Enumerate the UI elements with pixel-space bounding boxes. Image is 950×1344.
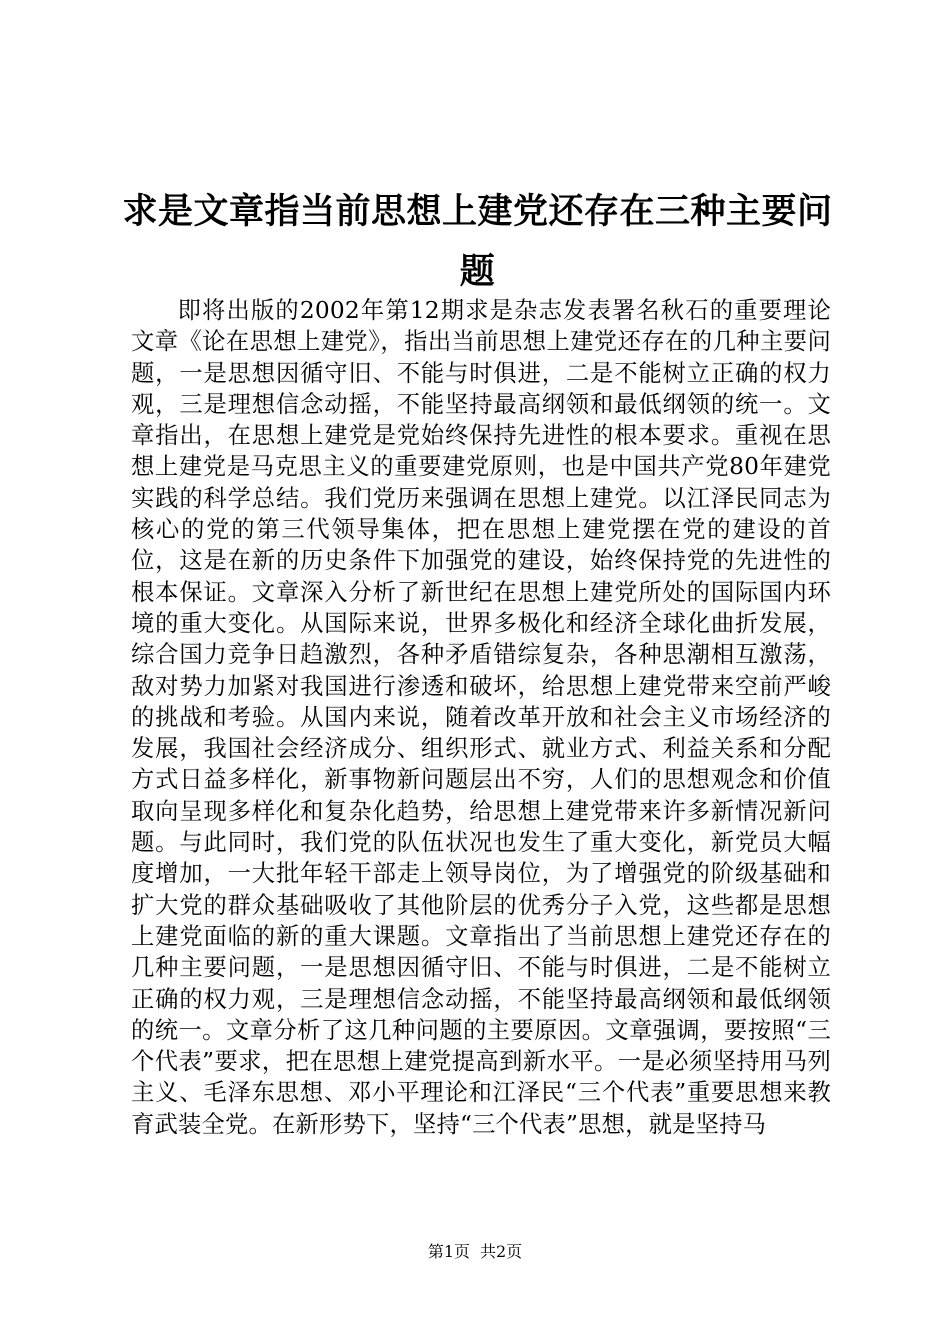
- document-body-paragraph: 即将出版的2002年第12期求是杂志发表署名秋石的重要理论文章《论在思想上建党》，指出当前思想上建党还存在的几种主要问题，一是思想因循守旧、不能与时俱进，二是不能树立正确的权力观，三是理想信念动摇，不能坚持最高纲领和最低纲领的统一。文章指出，在思想上建党是党始终保持先进性的根本要求。重视在思想上建党是马克思主义的重要建党原则，也是中国共产党80年建党实践的科学总结。我们党历来强调在思想上建党。以江泽民同志为核心的党的第三代领导集体，把在思想上建党摆在党的建设的首位，这是在新的历史条件下加强党的建设，始终保持党的先进性的根本保证。文章深入分析了新世纪在思想上建党所处的国际国内环境的重大变化。从国际来说，世界多极化和经济全球化曲折发展，综合国力竞争日趋激烈，各种矛盾错综复杂，各种思潮相互激荡，敌对势力加紧对我国进行渗透和破坏，给思想上建党带来空前严峻的挑战和考验。从国内来说，随着改革开放和社会主义市场经济的发展，我国社会经济成分、组织形式、就业方式、利益关系和分配方式日益多样化，新事物新问题层出不穷，人们的思想观念和价值取向呈现多样化和复杂化趋势，给思想上建党带来许多新情况新问题。与此同时，我们党的队伍状况也发生了重大变化，新党员大幅度增加，一大批年轻干部走上领导岗位，为了增强党的阶级基础和扩大党的群众基础吸收了其他阶层的优秀分子入党，这些都是思想上建党面临的新的重大课题。文章指出了当前思想上建党还存在的几种主要问题，一是思想因循守旧、不能与时俱进，二是不能树立正确的权力观，三是理想信念动摇，不能坚持最高纲领和最低纲领的统一。文章分析了这几种问题的主要原因。文章强调，要按照“三个代表”要求，把在思想上建党提高到新水平。一是必须坚持用马列主义、毛泽东思想、邓小平理论和江泽民“三个代表”重要思想来教育武装全党。在新形势下，坚持“三个代表”思想，就是坚持马: [131, 297, 831, 1138]
- document-title: 求是文章指当前思想上建党还存在三种主要问题: [122, 191, 833, 292]
- page-footer: [0, 1242, 950, 1262]
- page-number-current: 第1页: [427, 1242, 470, 1261]
- page-number-total: 共2页: [480, 1242, 523, 1261]
